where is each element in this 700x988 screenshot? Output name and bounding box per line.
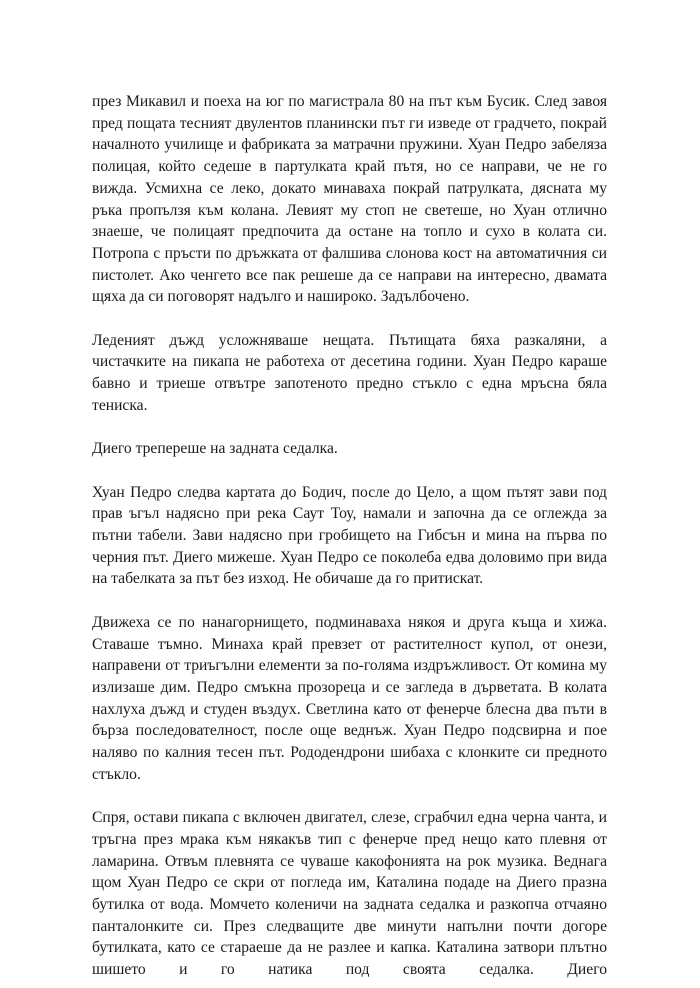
- paragraph-3: Диего трепереше на задната седалка.: [92, 440, 338, 458]
- paragraph-5: Движеха се по нанагорнището, подминаваха някоя и друга къща и хижа. Ставаше тъмно. Минаха край превзет от растителност купол, от онези, направени от триъгълни елементи за по-голяма издръжливост. От комина му излизаше дим. Педро смъкна прозореца и се загледа в дърветата. В колата нахлуха дъжд и студен въздух. Светлина като от фенерче блесна два пъти в бърза последователност, после още веднъж. Хуан Педро подсвирна и пое наляво по калния тесен път. Рододендрони шибаха с клонките си предното стъкло.: [92, 613, 607, 783]
- paragraph-4: Хуан Педро следва картата до Бодич, после до Цело, а щом пътят зави под прав ъгъл надясно при река Саут Тоу, намали и започна да се оглежда за пътни табели. Зави надясно при гробището на Гибсън и мина на първа по черния път. Диего мижеше. Хуан Педро се поколеба едва доловимо при вида на табелката за път без изход. Не обичаше да го притискат.: [92, 483, 607, 588]
- paragraph-2: Леденият дъжд усложняваше нещата. Пътищата бяха разкаляни, а чистачките на пикапа не работеха от десетина години. Хуан Педро караше бавно и триеше отвътре запотеното предно стъкло с една мръсна бяла тениска.: [92, 331, 607, 414]
- paragraph-1: през Микавил и поеха на юг по магистрала 80 на път към Бусик. След завоя пред пощата тесният двулентов планински път ги изведе от градчето, покрай началното училище и фабриката за матрачни пружини. Хуан Педро забеляза полицая, който седеше в партулката край пътя, но се направи, че не го вижда. Усмихна се леко, докато минаваха покрай патрулката, дясната му ръка пропълзя към колана. Левият му стоп не светеше, но Хуан отлично знаеше, че полицаят предпочита да остане на топло и сухо в колата си. Потропа с пръсти по дръжката от фалшива слонова кост на автоматичния си пистолет. Ако ченгето все пак решеше да се направи на интересно, двамата щяха да си поговорят надълго и нашироко. Задълбочено.: [92, 93, 607, 306]
- paragraph-6: Спря, остави пикапа с включен двигател, слезе, сграбчил една черна чанта, и тръгна през мрака към някакъв тип с фенерче пред нещо като плевня от ламарина. Отвъм плевнята се чуваше какофонията на рок музика. Веднага щом Хуан Педро се скри от погледа им, Каталина подаде на Диего празна бутилка от вода. Момчето коленичи на задната седалка и разкопча отчаяно панталонките си. През следващите две минути напълни почти догоре бутилката, като се стараеше да не разлее и капка. Каталина затвори плътно шишето и го натика под своята седалка. Диего: [92, 809, 607, 979]
- document-page: [92, 91, 607, 981]
